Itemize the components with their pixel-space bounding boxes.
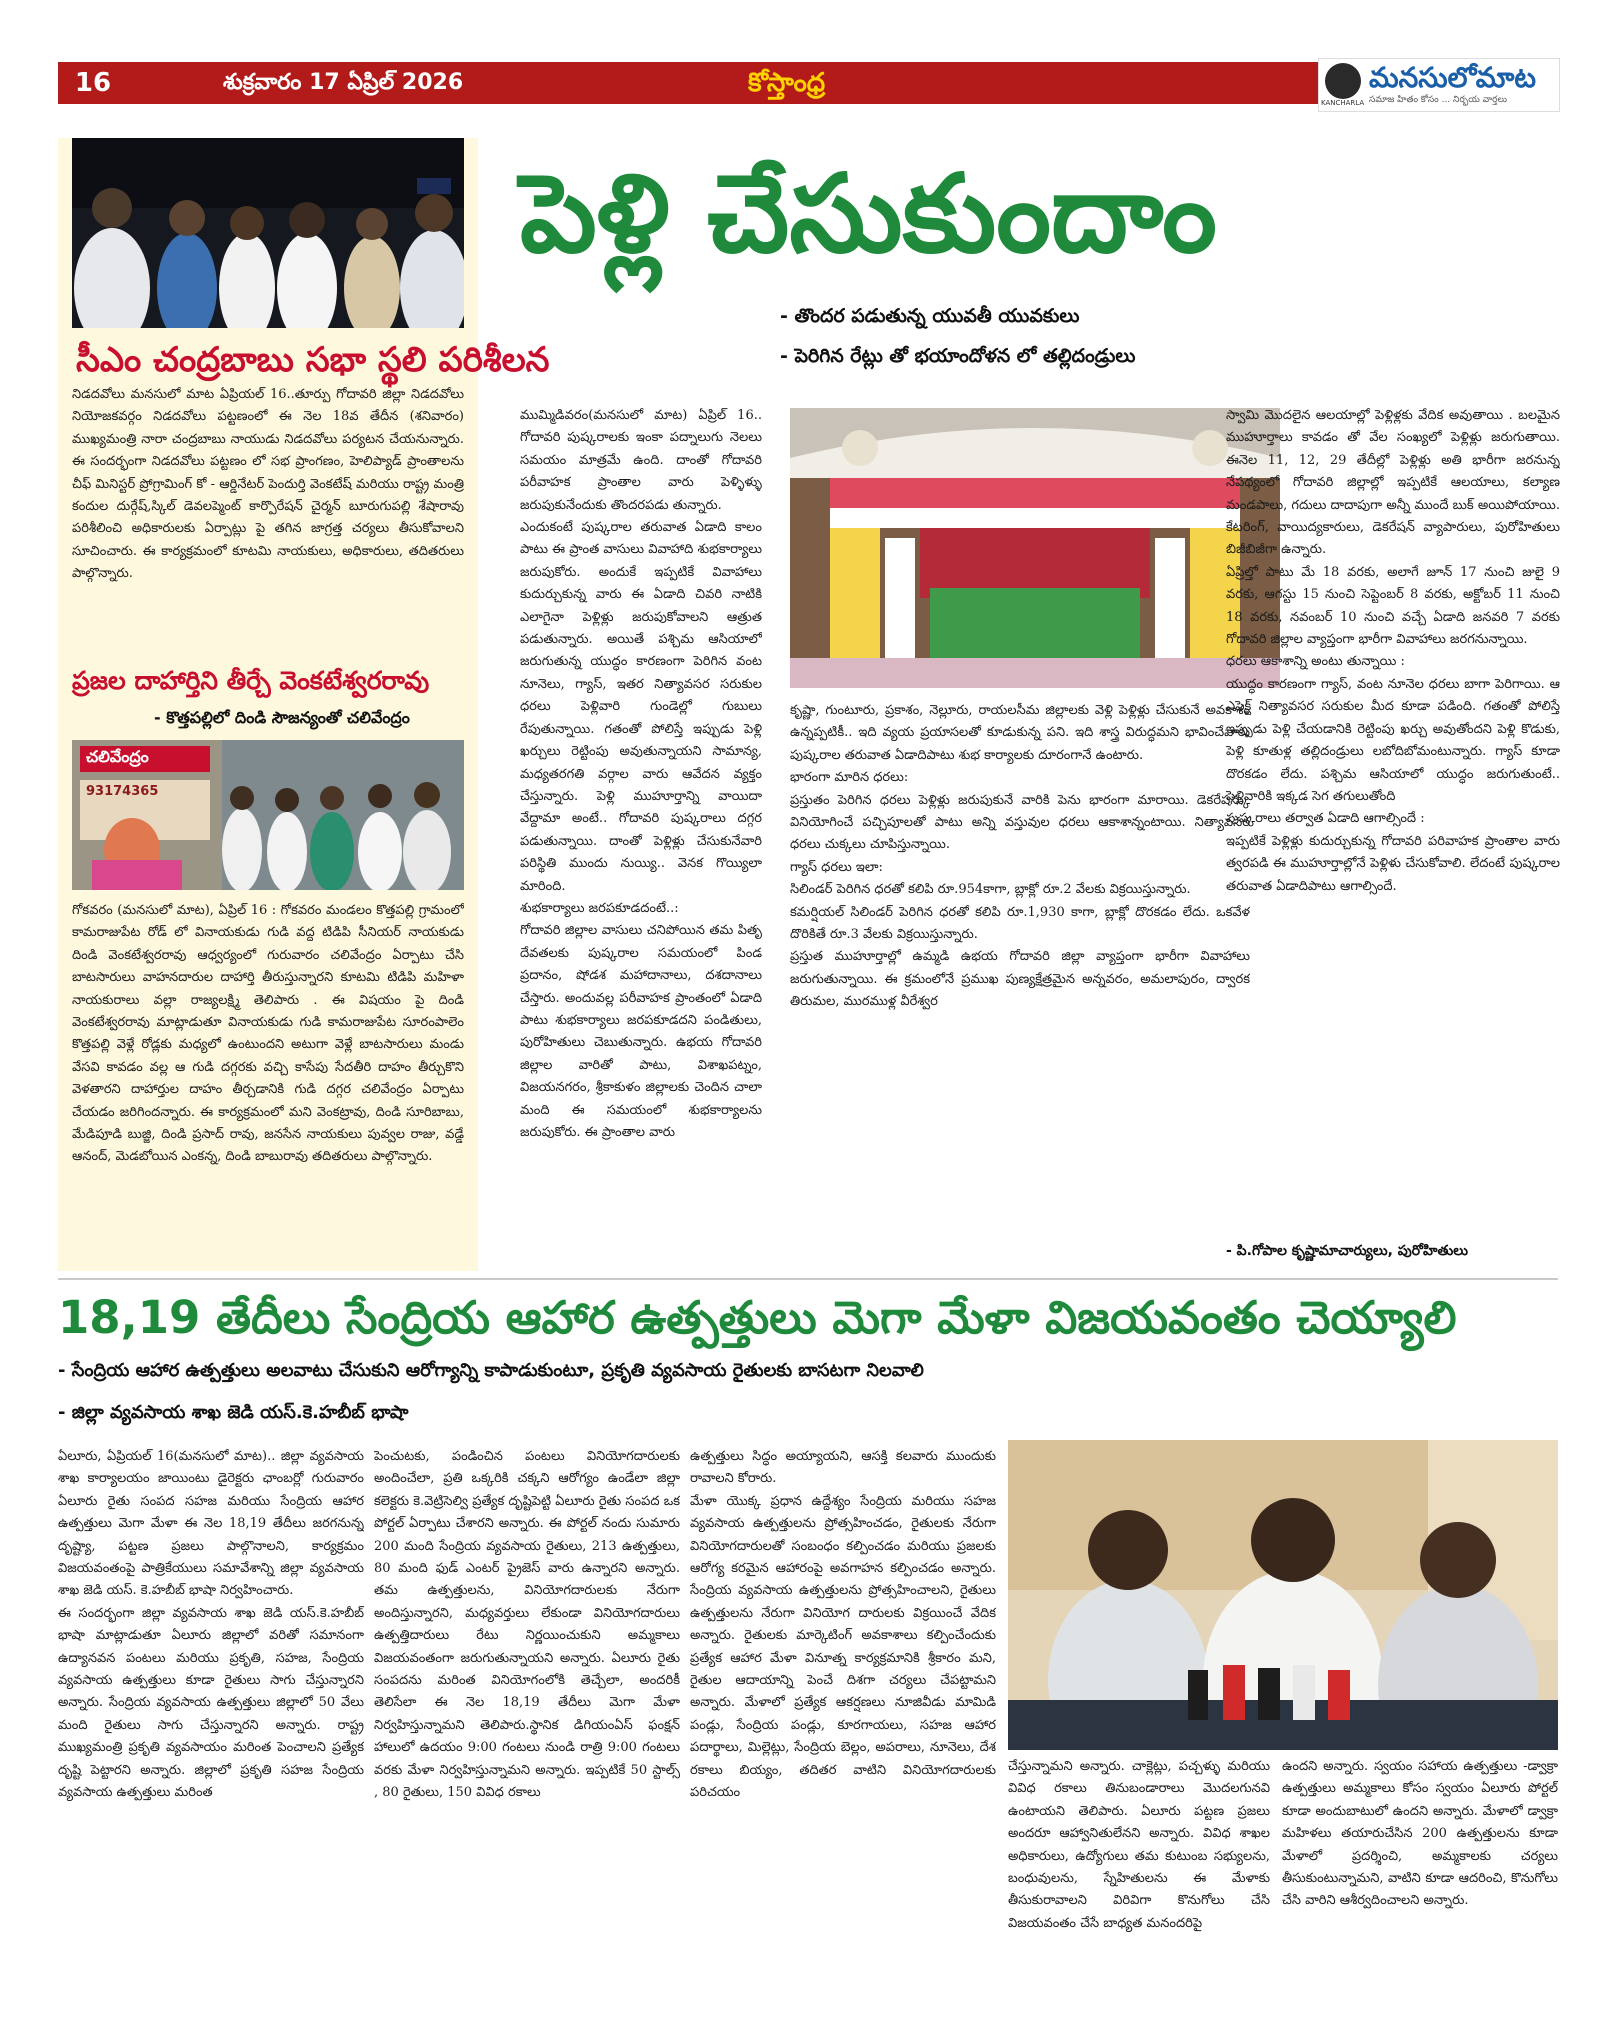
section-divider — [58, 1278, 1558, 1280]
headline-cm-venue: సీఎం చంద్రబాబు సభా స్థలి పరిశీలన — [76, 340, 550, 380]
article-body-cm-venue: నిడదవోలు మనసులో మాట ఏప్రియల్ 16..తూర్పు గోదావరి జిల్లా నిడదవోలు నియోజకవర్గం నిడదవోలు పట్టణంలో ఈ నెల 18వ తేదీన (శనివారం) ముఖ్యమంత్రి నారా చంద్రబాబు నాయుడు నిడదవోలు పర్యటన చేయనున్నారు. ఈ సందర్భంగా నిడదవోలు పట్టణం లో సభ ప్రాంగణం, హెలిప్యాడ్ ప్రాంతాలను చీఫ్ మినిస్టర్ ప్రోగ్రామింగ్ కో - ఆర్డినేటర్ పెందుర్తి వెంకటేష్ మరియు రాష్ట్ర మంత్రి కందుల దుర్గేష్,స్కిల్ డెవలప్మెంట్ కార్పొరేషన్ చైర్మన్ బూరుగుపల్లి శేషారావు పరిశీలించి అధికారులకు ఏర్పాట్లు పై తగిన జాగ్రత్త చర్యలు తీసుకోవాలని సూచించారు. ఈ కార్యక్రమంలో కూటమి నాయకులు, అధికారులు, తదితరులు పాల్గొన్నారు. — [72, 387, 464, 582]
subhead-water-booth: - కొత్తపల్లిలో దిండి సౌజన్యంతో చలివేంద్రం — [154, 708, 410, 727]
main-article-col-2: కృష్ణా, గుంటూరు, ప్రకాశం, నెల్లూరు, రాయలసీమ జిల్లాలకు వెళ్లి పెళ్లిళ్లు చేసుకునే అవకాశం ఉన్నప్పటికీ.. ఇది వ్యయ ప్రయాసలతో కూడుకున్న పని. ఇది శాస్త్ర విరుద్ధమని భావించేవారు పుష్కరాల తరువాత ఏడాదిపాటు శుభ కార్యాలకు దూరంగానే ఉంటారు. భారంగా మారిన ధరలు: ప్రస్తుతం పెరిగిన ధరలు పెళ్లిళ్లు జరుపుకునే వారికి పెను భారంగా మారాయి. డెకరేషన్కు వినియోగించే పచ్చిపూలతో పాటు అన్ని వస్తువుల ధరలు ఆకాశాన్నంటాయి. నిత్యావసర ధరలు చుక్కలు చూపిస్తున్నాయి. గ్యాస్ ధరలు ఇలా: సిలిండర్ పెరిగిన ధరతో కలిపి రూ.954కాగా, బ్లాక్లో రూ.2 వేలకు విక్రయిస్తున్నారు. కమర్షియల్ సిలిండర్ పెరిగిన ధరతో కలిపి రూ.1,930 కాగా, బ్లాక్లో దొరకడం లేదు. ఒకవేళ దొరికితే రూ.3 వేలకు విక్రయిస్తున్నారు. ప్రస్తుత ముహూర్తాల్లో ఉమ్మడి ఉభయ గోదావరి జిల్లా వ్యాప్తంగా భారీగా వివాహాలు జరుగుతున్నాయి. ఈ క్రమంలోనే ప్రముఖ పుణ్యక్షేత్రమైన అన్నవరం, అమలాపురం, ద్వారక తిరుమల, మురముళ్ల వీరేశ్వర — [790, 703, 1250, 1010]
bottom-subhead-2: - జిల్లా వ్యవసాయ శాఖ జెడి యస్.కె.హబీబ్ భాషా — [58, 1402, 409, 1423]
bottom-headline: 18,19 తేదీలు సేంద్రియ ఆహార ఉత్పత్తులు మెగా మేళా విజయవంతం చెయ్యాలి — [58, 1291, 1457, 1344]
main-subhead-1: - తొందర పడుతున్న యువతీ యువకులు — [780, 305, 1080, 327]
bottom-article-col-2: పెంచుటకు, పండించిన పంటలు వినియోగదారులకు అందించేలా, ప్రతి ఒక్కరికి చక్కని ఆరోగ్యం ఉండేలా జిల్లా కలెక్టరు కె.వెట్రిసెల్వి ప్రత్యేక దృష్టిపెట్టి ఏలూరు రైతు సంపద ఒక పోర్టల్ ఏర్పాటు చేశారని అన్నారు. ఈ పోర్టల్ నందు సుమారు 200 మంది సేంద్రియ వ్యవసాయ రైతులు, 213 ఉత్పత్తులు, 80 మంది ఫుడ్ ఎంటర్ ప్రైజెస్ వారు ఉన్నారని అన్నారు. తమ ఉత్పత్తులను, వినియోగదారులకు నేరుగా అందిస్తున్నారని, మధ్యవర్తులు లేకుండా వినియోగదారులు ఉత్పత్తిదారులు రేటు నిర్ణయించుకుని అమ్మకాలు విజయవంతంగా జరుగుతున్నాయని అన్నారు. ఏలూరు రైతు సంపదను మరింత వినియోగంలోకి తెచ్చేలా, అందరికీ తెలిసేలా ఈ నెల 18,19 తేదీలు మెగా మేళా నిర్వహిస్తున్నామని తెలిపారు.స్థానిక డిగియంఏస్ ఫంక్షన్ హాలులో ఉదయం 9:00 గంటలు నుండి రాత్రి 9:00 గంటలు వరకు మేళా నిర్వహిస్తున్నామని అన్నారు. ఇప్పటికే 50 స్టాల్స్ , 80 రైతులు, 150 వివిధ రకాలు — [374, 1449, 680, 1801]
main-subhead-2: - పెరిగిన రేట్లు తో భయాందోళన లో తల్లిదండ్రులు — [780, 345, 1136, 367]
bottom-article-col-4: చేస్తున్నామని అన్నారు. చాక్లెట్లు, పచ్చళ్ళు మరియు వివిధ రకాలు తినుబండారాలు మొదలగునవి ఉంటాయని తెలిపారు. ఏలూరు పట్టణ ప్రజలు అందరూ ఆహ్వానితులేనని అన్నారు. వివిధ శాఖల అధికారులు, ఉద్యోగులు తమ కుటుంబ సభ్యులను, బంధువులను, స్నేహితులను ఈ మేళాకు తీసుకురావాలని విరివిగా కొనుగోలు చేసి విజయవంతం చేసే బాధ్యత మనందరిపై — [1008, 1759, 1270, 1931]
main-article-col-3: స్వామి మొదలైన ఆలయాల్లో పెళ్లిళ్లకు వేదిక అవుతాయి . బలమైన ముహూర్తాలు కావడం తో వేల సంఖ్యలో పెళ్లిళ్లు జరుగుతాయి. ఈనెల 11, 12, 29 తేదీల్లో పెళ్లిళ్లు అతి భారీగా జరనున్న నేపథ్యంలో గోదావరి జిల్లాల్లో ఇప్పటికే ఆలయాలు, కల్యాణ మండపాలు, గదులు దాదాపుగా అన్నీ ముందే బుక్ అయిపోయాయి. కేటరింగ్, వాయిద్యకారులు, డెకరేషన్ వ్యాపారులు, పురోహితులు బిజీబిజీగా ఉన్నారు. ఏప్రిల్తో పాటు మే 18 వరకు, అలాగే జూన్ 17 నుంచి జులై 9 వరకు, ఆగస్టు 15 నుంచి సెప్టెంబర్ 8 వరకు, అక్టోబర్ 11 నుంచి 18 వరకు, నవంబర్ 10 నుంచి వచ్చే ఏడాది జనవరి 7 వరకు గోదావరి జిల్లాల వ్యాప్తంగా భారీగా వివాహాలు జరగనున్నాయి. ధరలు ఆకాశాన్ని అంటు తున్నాయి : యుద్ధం కారణంగా గ్యాస్, వంట నూనెల ధరలు బాగా పెరిగాయి. ఆ ఎఫెక్ట్ నిత్యావసర సరుకుల మీద కూడా పడింది. గతంతో పోలిస్తే ఇప్పుడు పెళ్లి చేయడానికి రెట్టింపు ఖర్చు అవుతోందని పెళ్లి కొడుకు, పెళ్లి కూతుళ్ల తల్లిదండ్రులు లబోదిబోమంటున్నారు. గ్యాస్ కూడా దొరకడం లేదు. పశ్చిమ ఆసియాలో యుద్ధం జరుగుతుంటే.. పెళ్లివారికి ఇక్కడ సెగ తగులుతోంది పుష్కరాలు తర్వాత ఏడాది ఆగాల్సిందే : ఇప్పటికే పెళ్లిళ్లు కుదుర్చుకున్న గోదావరి పరివాహక ప్రాంతాల వారు త్వరపడి ఈ ముహూర్తాల్లోనే పెళ్లిళు చేసుకోవాలి. లేదంటే పుష్కరాల తరువాత ఏడాదిపాటు ఆగాల్సిందే. — [1226, 408, 1560, 894]
main-headline: పెళ్లి చేసుకుందాం — [520, 152, 1217, 277]
left-sidebar — [58, 138, 550, 1271]
page-number: 16 — [74, 68, 112, 98]
founder-portrait-icon — [1325, 63, 1361, 99]
newspaper-tagline: సమాజ హితం కోసం ... నిర్భయ వార్తలు — [1369, 95, 1507, 105]
main-article-byline: - పి.గోపాల కృష్ణామాచార్యులు, పురోహితులు — [1226, 1243, 1468, 1259]
headline-water-booth: ప్రజల దాహార్తిని తీర్చే వెంకటేశ్వరరావు — [72, 666, 430, 695]
article-body-water-booth: గోకవరం (మనసులో మాట), ఏప్రిల్ 16 : గోకవరం మండలం కొత్తపల్లి గ్రామంలో కామరాజుపేట రోడ్ లో వినాయకుడు గుడి వద్ద టిడిపి సీనియర్ నాయకుడు దిండి వెంకటేశ్వరరావు ఆధ్వర్యంలో గురువారం చలివేంద్రం ఏర్పాటు చేసి బాటసారులు వాహనదారుల దాహార్తి తీరుస్తున్నారని కూటమి టిడిపి మహిళా నాయకురాలు వల్లా రాజ్యలక్ష్మి తెలిపారు . ఈ విషయం పై దిండి వెంకటేశ్వరరావు మాట్లాడుతూ వినాయకుడు గుడి కామరాజుపేట సూరంపాలెం కొత్తపల్లి వెళ్లే రోడ్లకు మధ్యలో ఉంటుందని అటుగా వెళ్లే బాటసారులు మండు వేసవి కావడం వల్ల ఆ గుడి దగ్గరకు వచ్చి కాసేపు సేదతీరి దాహం తీర్చుకొని వెళతారని దాహార్తుల దాహం తీర్చడానికి గుడి దగ్గర చలివేంద్రం ఏర్పాటు చేయడం జరిగిందన్నారు. ఈ కార్యక్రమంలో మని వెంకట్రావు, దిండి సూరిబాబు, మేడిపూడి బుజ్జి, దిండి ప్రసాద్ రావు, జనసేన నాయకులు పువ్వల రాజు, వడ్డే ఆనంద్, మెడబోయిన ఎంకన్న, దిండి బాబురావు తదితరులు పాల్గొన్నారు. — [72, 903, 464, 1165]
bottom-article-col-1: ఏలూరు, ఏప్రియల్ 16(మనసులో మాట).. జిల్లా వ్యవసాయ శాఖ కార్యాలయం జాయింటు డైరెక్టరు ఛాంబర్లో గురువారం ఏలూరు రైతు సంపద సహజ మరియు సేంద్రియ ఆహార ఉత్పత్తులు మెగా మేళా ఈ నెల 18,19 తేదీలు జరగనున్న దృష్ట్యా, పట్టణ ప్రజలు పాల్గొనాలని, కార్యక్రమం విజయవంతంపై పాత్రికేయులు సమావేశాన్ని జిల్లా వ్యవసాయ శాఖ జెడి యస్. కె.హబీబ్ భాషా నిర్వహించారు. ఈ సందర్భంగా జిల్లా వ్యవసాయ శాఖ జెడి యస్.కె.హబీబ్ భాషా మాట్లాడుతూ ఏలూరు జిల్లాలో వరితో సమానంగా ఉద్యానవన పంటలు మరియు ప్రకృతి, సహజ, సేంద్రియ వ్యవసాయ ఉత్పత్తులు కూడా రైతులు సాగు చేస్తున్నారని అన్నారు. సేంద్రియ వ్యవసాయ ఉత్పత్తులు జిల్లాలో 50 వేలు మంది రైతులు సాగు చేస్తున్నారని అన్నారు. రాష్ట్ర ముఖ్యమంత్రి ప్రకృతి వ్యవసాయం మరింత పెంచాలని ప్రత్యేక దృష్టి పెట్టారని అన్నారు. జిల్లాలో ప్రకృతి సహజ సేంద్రియ వ్యవసాయ ఉత్పత్తులు మరింత — [58, 1449, 364, 1801]
bottom-subhead-1: - సేంద్రియ ఆహార ఉత్పత్తులు అలవాటు చేసుకుని ఆరోగ్యాన్ని కాపాడుకుంటూ, ప్రకృతి వ్యవసాయ రైతులకు బాసటగా నిలవాలి — [58, 1360, 924, 1381]
photo-press-meet — [1008, 1440, 1558, 1750]
photo-wedding-stage — [790, 408, 1280, 688]
logo-caption: KANCHARLA — [1321, 99, 1365, 107]
bottom-article-col-3: ఉత్పత్తులు సిద్ధం అయ్యాయని, ఆసక్తి కలవారు ముందుకు రావాలని కోరారు. మేళా యొక్క ప్రధాన ఉద్దేశ్యం సేంద్రియ మరియు సహజ వ్యవసాయ ఉత్పత్తులను ప్రోత్సహించడం, రైతులకు నేరుగా వినియోగదారులతో సంబంధం కల్పించడం మరియు ప్రజలకు ఆరోగ్య కరమైన ఆహారంపై అవగాహన కల్పించడం అన్నారు. సేంద్రియ వ్యవసాయ ఉత్పత్తులను ప్రోత్సహించాలని, రైతులు ఉత్పత్తులను నేరుగా వినియోగ దారులకు విక్రయించే వేదిక అన్నారు. రైతులకు మార్కెటింగ్ అవకాశాలు కల్పించేందుకు ప్రత్యేక ఆహార మేళా వినూత్న కార్యక్రమానికి శ్రీకారం మని, రైతుల ఆదాయాన్ని పెంచే దిశగా చర్యలు చేపట్టామని అన్నారు. మేళాలో ప్రత్యేక ఆకర్షణలు నూజివీడు మామిడి పండ్లు, సేంద్రియ పండ్లు, కూరగాయలు, సహజ ఆహార పదార్థాలు, మిల్లెట్లు, సేంద్రియ బెల్లం, అపరాలు, నూనెలు, దేశ రకాలు బియ్యం, తదితర వాటిని వినియోగదారులకు పరిచయం — [690, 1449, 996, 1801]
photo-cm-venue-inspection — [72, 138, 464, 328]
section-name: కోస్తాంధ్ర — [748, 68, 826, 98]
bottom-article-col-5: ఉందని అన్నారు. స్వయం సహాయ ఉత్పత్తులు -డ్వాక్రా ఉత్పత్తులు అమ్మకాలు కోసం స్వయం ఏలూరు పోర్టల్ కూడా అందుబాటులో ఉందని అన్నారు. మేళాలో డ్వాక్రా మహిళలు తయారుచేసిన 200 ఉత్పత్తులను కూడా మేళాలో ప్రదర్శించి, అమ్మకాలకు చర్యలు తీసుకుంటున్నామని, వాటిని కూడా ఆదరించి, కొనుగోలు చేసి వారిని ఆశీర్వదించాలని అన్నారు. — [1282, 1759, 1558, 1909]
newspaper-logo — [1318, 58, 1560, 112]
photo-sign-text: చలివేంద్రం — [86, 747, 149, 766]
newspaper-name: మనసులోమాట — [1369, 61, 1536, 94]
photo-water-booth — [72, 740, 464, 890]
page-date: శుక్రవారం 17 ఏప్రిల్ 2026 — [223, 70, 464, 95]
photo-sign-number: 93174365 — [86, 784, 159, 799]
main-article-col-1: ముమ్మిడివరం(మనసులో మాట) ఏప్రిల్ 16.. గోదావరి పుష్కరాలకు ఇంకా పద్నాలుగు నెలలు సమయం మాత్రమే ఉంది. దాంతో గోదావరి పరీవాహక ప్రాంతాల వారు పెళ్ళిళ్ళు జరుపుకునేందుకు తొందరపడు తున్నారు. ఎందుకంటే పుష్కరాల తరువాత ఏడాది కాలం పాటు ఈ ప్రాంత వాసులు వివాహాది శుభకార్యాలు జరుపుకోరు. అందుకే ఇప్పటికే వివాహాలు కుదుర్చుకున్న వారు ఈ ఏడాది చివరి నాటికి ఎలాగైనా పెళ్లిళ్లు జరుపుకోవాలని ఆత్రుత పడుతున్నారు. అయితే పశ్చిమ ఆసియాలో జరుగుతున్న యుద్ధం కారణంగా పెరిగిన వంట నూనెలు, గ్యాస్, ఇతర నిత్యావసర సరుకుల ధరలు పెళ్లివారి గుండెల్లో గుబులు రేపుతున్నాయి. గతంతో పోలిస్తే ఇప్పుడు పెళ్లి ఖర్చులు రెట్టింపు అవుతున్నాయని సామాన్య, మధ్యతరగతి వర్గాల వారు ఆవేదన వ్యక్తం చేస్తున్నారు. పెళ్లి ముహూర్తాన్ని వాయిదా వేద్దామా అంటే.. గోదావరి పుష్కరాలు దగ్గర పడుతున్నాయి. దాంతో పెళ్లిళ్లు చేసుకునేవారి పరిస్థితి ముందు నుయ్యి.. వెనక గొయ్యిలా మారింది. శుభకార్యాలు జరపకూడదంటే..: గోదావరి జిల్లాల వాసులు చనిపోయిన తమ పితృ దేవతలకు పుష్కరాల సమయంలో పిండ ప్రదానం, షోడశ మహాదానాలు, దశదానాలు చేస్తారు. అందువల్ల పరీవాహక ప్రాంతంలో ఏడాది పాటు శుభకార్యాలు జరపకూడదని పండితులు, పురోహితులు చెబుతున్నారు. ఉభయ గోదావరి జిల్లాల వారితో పాటు, విశాఖపట్నం, విజయనగరం, శ్రీకాకుళం జిల్లాలకు చెందిన చాలా మంది ఈ సమయంలో శుభకార్యాలను జరుపుకోరు. ఈ ప్రాంతాల వారు — [520, 408, 762, 1140]
